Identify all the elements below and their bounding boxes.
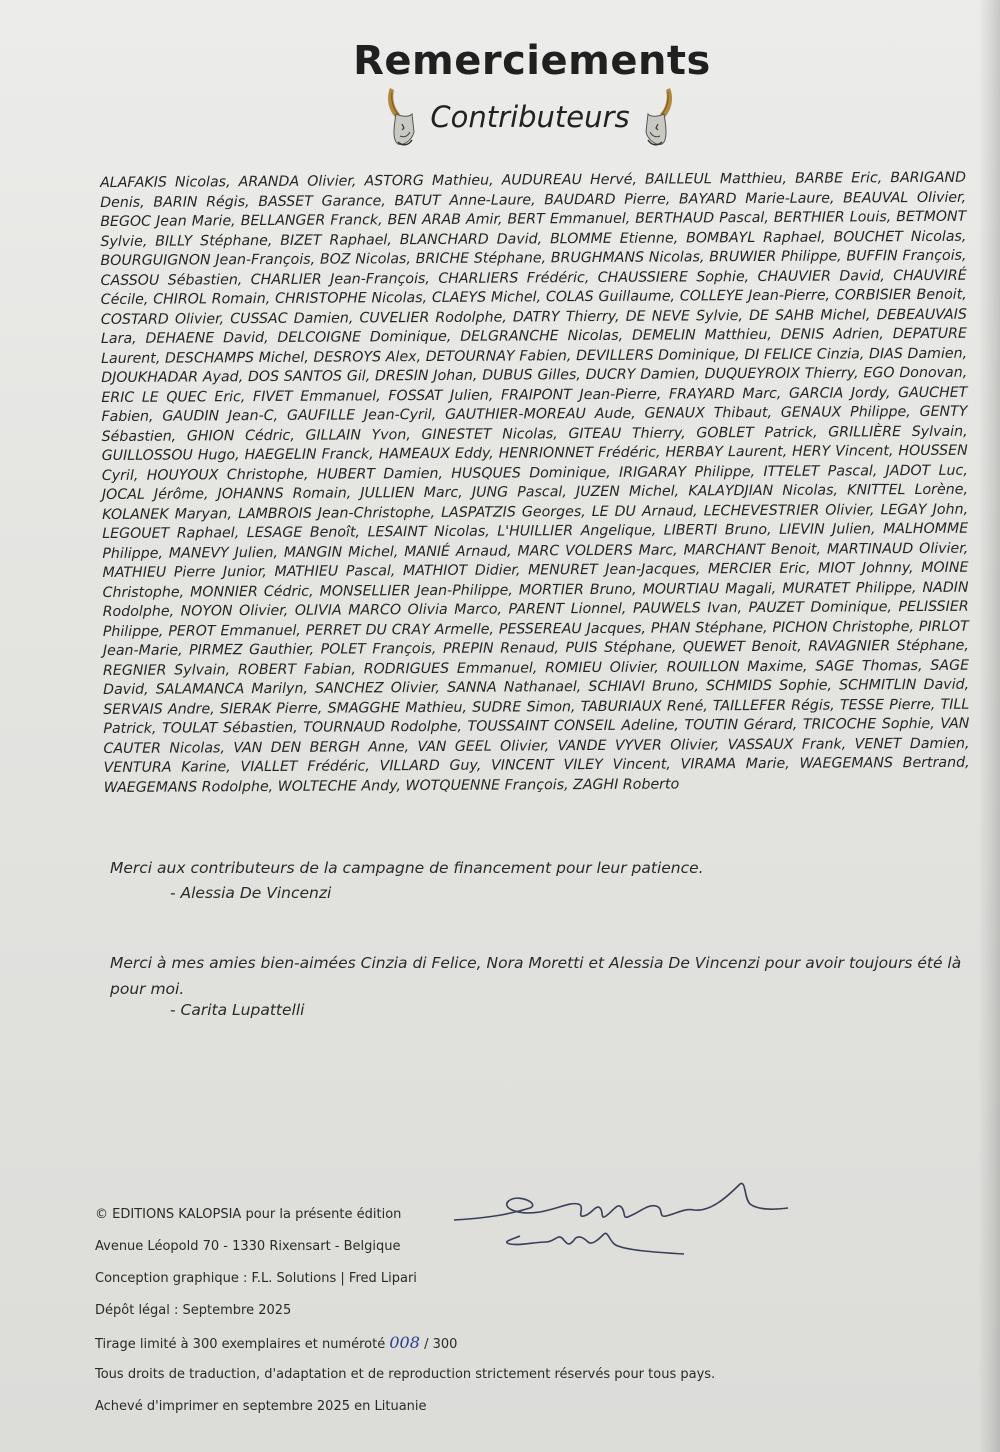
- imprint-printed: Achevé d'imprimer en septembre 2025 en Lituanie: [95, 1399, 427, 1414]
- page-subtitle: Contributeurs: [430, 100, 630, 134]
- imprint-legal-deposit: Dépôt légal : Septembre 2025: [95, 1303, 292, 1318]
- imprint-block: [95, 1204, 795, 1428]
- thanks-message-2: Merci à mes amies bien-aimées Cinzia di Felice, Nora Moretti et Alessia De Vincenzi pour avoir toujours été là pour moi.: [110, 954, 962, 998]
- thanks-signature-1: - Alessia De Vincenzi: [170, 884, 332, 902]
- print-run-suffix: / 300: [424, 1337, 458, 1352]
- page-fold-shadow: [978, 0, 1000, 1452]
- contributors-list: ALAFAKIS Nicolas, ARANDA Olivier, ASTORG Mathieu, AUDUREAU Hervé, BAILLEUL Matthieu, BARBE Eric, BARIGAND Denis, BARIN Régis, BASSET Garance, BATUT Anne-Laure, BAUDARD Pierre, BAYARD Marie-Laure, BEAUVAL Olivier, BEGOC Jean Marie, BELLANGER Franck, BEN ARAB Amir, BERT Emmanuel, BERTHAUD Pascal, BERTHIER Louis, BETMONT Sylvie, BILLY Stéphane, BIZET Raphael, BLANCHARD David, BLOMME Etienne, BOMBAYL Raphael, BOUCHET Nicolas, BOURGUIGNON Jean-François, BOZ Nicolas, BRICHE Stéphane, BRUGHMANS Nicolas, BRUWIER Philippe, BUFFIN François, CASSOU Sébastien, CHARLIER Jean-François, CHARLIERS Frédéric, CHAUSSIERE Sophie, CHAUVIER David, CHAUVIRÉ Cécile, CHIROL Romain, CHRISTOPHE Nicolas, CLAEYS Michel, COLAS Guillaume, COLLEYE Jean-Pierre, CORBISIER Benoit, COSTARD Olivier, CUSSAC Damien, CUVELIER Rodolphe, DATRY Thierry, DE NEVE Sylvie, DE SAHB Michel, DEBEAUVAIS Lara, DEHAENE David, DELCOIGNE Dominique, DELGRANCHE Nicolas, DEMELIN Matthieu, DENIS Adrien, DEPATURE Laurent, DESCHAMPS Michel, DESROYS Alex, DETOURNAY Fabien, DEVILLERS Dominique, DI FELICE Cinzia, DIAS Damien, DJOUKHADAR Ayad, DOS SANTOS Gil, DRESIN Johan, DUBUS Gilles, DUCRY Damien, DUQUEYROIX Thierry, EGO Donovan, ERIC LE QUEC Eric, FIVET Emmanuel, FOSSAT Julien, FRAIPONT Jean-Pierre, FRAYARD Marc, GARCIA Jordy, GAUCHET Fabien, GAUDIN Jean-C, GAUFILLE Jean-Cyril, GAUTHIER-MOREAU Aude, GENAUX Thibaut, GENAUX Philippe, GENTY Sébastien, GHION Cédric, GILLAIN Yvon, GINESTET Nicolas, GITEAU Thierry, GOBLET Patrick, GRILLIÈRE Sylvain, GUILLOSSOU Hugo, HAEGELIN Franck, HAMEAUX Eddy, HENRIONNET Frédéric, HERBAY Laurent, HERY Vincent, HOUSSEN Cyril, HOUYOUX Christophe, HUBERT Damien, HUSQUES Dominique, IRIGARAY Philippe, ITTELET Pascal, JADOT Luc, JOCAL Jérôme, JOHANNS Romain, JULLIEN Marc, JUNG Pascal, JUZEN Michel, KALAYDJIAN Nicolas, KNITTEL Lorène, KOLANEK Maryan, LAMBROIS Jean-Christophe, LASPATZIS Georges, LE DU Arnaud, LECHEVESTRIER Olivier, LEGAY John, LEGOUET Raphael, LESAGE Benoît, LESAINT Nicolas, L'HUILLIER Angelique, LIBERTI Bruno, LIEVIN Julien, MALHOMME Philippe, MANEVY Julien, MANGIN Michel, MANIÉ Arnaud, MARC VOLDERS Marc, MARCHANT Benoit, MARTINAUD Olivier, MATHIEU Pierre Junior, MATHIEU Pascal, MATHIOT Didier, MENURET Jean-Jacques, MERCIER Eric, MIOT Johnny, MOINE Christophe, MONNIER Cédric, MONSELLIER Jean-Philippe, MORTIER Bruno, MOURTIAU Magali, MURATET Philippe, NADIN Rodolphe, NOYON Olivier, OLIVIA MARCO Olivia Marco, PARENT Lionnel, PAUWELS Ivan, PAUZET Dominique, PELISSIER Philippe, PEROT Emmanuel, PERRET DU CRAY Armelle, PESSEREAU Jacques, PHAN Stéphane, PICHON Christophe, PIRLOT Jean-Marie, PIRMEZ Gauthier, POLET François, PREPIN Renaud, PUIS Stéphane, QUEWET Benoit, RAVAGNIER Stéphane, REGNIER Sylvain, ROBERT Fabian, RODRIGUES Emmanuel, ROMIEU Olivier, ROUILLON Maxime, SAGE Thomas, SAGE David, SALAMANCA Marilyn, SANCHEZ Olivier, SANNA Nathanael, SCHIAVI Bruno, SCHMIDS Sophie, SCHMITLIN David, SERVAIS Andre, SIERAK Pierre, SMAGGHE Mathieu, SUDRE Simon, TABURIAUX René, TAILLEFER Régis, TESSE Pierre, TILL Patrick, TOULAT Sébastien, TOURNAUD Rodolphe, TOUSSAINT CONSEIL Adeline, TOUTIN Gérard, TRICOCHE Sophie, VAN CAUTER Nicolas, VAN DEN BERGH Anne, VAN GEEL Olivier, VANDE VYVER Olivier, VASSAUX Frank, VENET Damien, VENTURA Karine, VIALLET Frédéric, VILLARD Guy, VINCENT VILEY Vincent, VIRAMA Marie, WAEGEMANS Bertrand, WAEGEMANS Rodolphe, WOLTECHE Andy, WOTQUENNE François, ZAGHI Roberto: [100, 169, 970, 796]
- imprint-rights: Tous droits de traduction, d'adaptation et de reproduction strictement réservés pour tous pays.: [95, 1367, 716, 1382]
- subtitle-row: [380, 84, 680, 150]
- thanks-signature-2: - Carita Lupattelli: [170, 1001, 305, 1019]
- imprint-design: Conception graphique : F.L. Solutions | Fred Lipari: [95, 1271, 417, 1286]
- print-run-prefix: Tirage limité à 300 exemplaires et numéroté: [95, 1337, 386, 1352]
- imprint-address: Avenue Léopold 70 - 1330 Rixensart - Belgique: [95, 1239, 401, 1254]
- imprint-print-run: [95, 1332, 795, 1364]
- thanks-message-1: Merci aux contributeurs de la campagne de financement pour leur patience.: [110, 859, 704, 877]
- horned-goat-emblem-icon: [638, 84, 678, 148]
- page-title: Remerciements: [353, 38, 711, 84]
- imprint-copyright: © EDITIONS KALOPSIA pour la présente édition: [95, 1207, 402, 1222]
- copy-number: 008: [389, 1333, 420, 1352]
